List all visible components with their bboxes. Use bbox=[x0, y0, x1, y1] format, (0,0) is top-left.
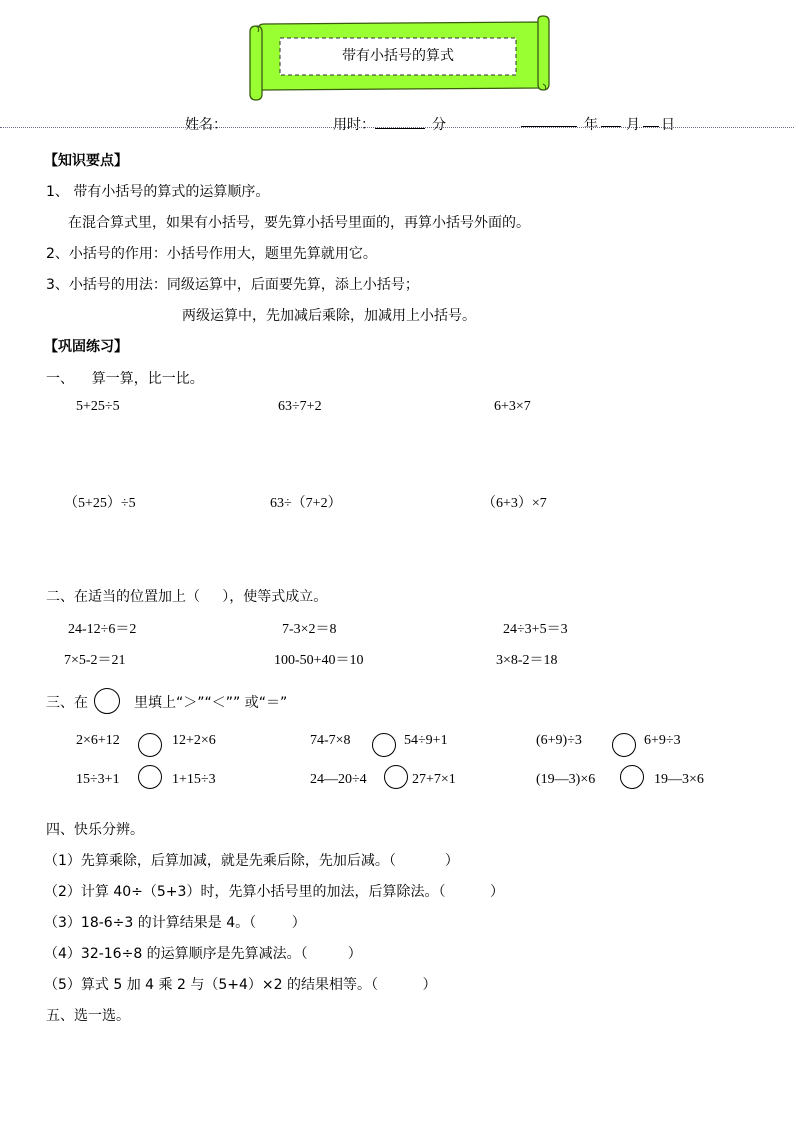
s2-equation: 7×5-2＝21 bbox=[64, 653, 126, 668]
s3-right-expression: 12+2×6 bbox=[172, 733, 216, 748]
knowledge-heading: 【知识要点】 bbox=[44, 153, 128, 169]
answer-circle[interactable] bbox=[372, 733, 396, 757]
answer-circle[interactable] bbox=[138, 765, 162, 789]
judge-item-3: （3）18-6÷3 的计算结果是 4。（ ） bbox=[44, 915, 306, 931]
s3-right-expression: 19—3×6 bbox=[654, 772, 704, 787]
knowledge-point-3-detail: 两级运算中，先加减后乘除，加减用上小括号。 bbox=[182, 308, 476, 324]
knowledge-point-2: 2、小括号的作用：小括号作用大，题里先算就用它。 bbox=[46, 246, 377, 262]
header-divider bbox=[0, 127, 794, 128]
answer-circle[interactable] bbox=[384, 765, 408, 789]
s3-left-expression: (19—3)×6 bbox=[536, 772, 596, 787]
practice-heading: 【巩固练习】 bbox=[44, 339, 128, 355]
section-4-title: 四、快乐分辨。 bbox=[46, 822, 144, 838]
date-year-blank bbox=[521, 114, 577, 131]
s3-right-expression: 54÷9+1 bbox=[404, 733, 448, 748]
s2-equation: 100-50+40＝10 bbox=[274, 653, 364, 668]
judge-item-1: （1）先算乘除，后算加减，就是先乘后除，先加后减。（ ） bbox=[44, 853, 459, 869]
s3-left-expression: 24—20÷4 bbox=[310, 772, 367, 787]
s2-equation: 24÷3+5＝3 bbox=[503, 622, 568, 637]
time-unit: 分 bbox=[432, 117, 446, 133]
section-3-title-a: 三、在 bbox=[46, 695, 88, 711]
s3-left-expression: (6+9)÷3 bbox=[536, 733, 582, 748]
knowledge-point-1-detail: 在混合算式里，如果有小括号，要先算小括号里面的，再算小括号外面的。 bbox=[68, 215, 530, 231]
s1-expression: 63÷7+2 bbox=[278, 399, 322, 414]
date-month: 月 bbox=[626, 117, 640, 133]
s3-left-expression: 74-7×8 bbox=[310, 733, 351, 748]
knowledge-point-3: 3、小括号的用法：同级运算中，后面要先算，添上小括号； bbox=[46, 277, 419, 293]
s3-right-expression: 6+9÷3 bbox=[644, 733, 681, 748]
answer-circle[interactable] bbox=[138, 733, 162, 757]
date-day: 日 bbox=[661, 117, 675, 133]
time-label-text: 用时： bbox=[333, 117, 375, 133]
page-title: 带有小括号的算式 bbox=[342, 48, 454, 64]
s2-equation: 24-12÷6＝2 bbox=[68, 622, 137, 637]
judge-item-4: （4）32-16÷8 的运算顺序是先算减法。（ ） bbox=[44, 946, 362, 962]
section-2-title: 二、在适当的位置加上（ ），使等式成立。 bbox=[46, 589, 328, 605]
answer-circle[interactable] bbox=[612, 733, 636, 757]
s3-right-expression: 1+15÷3 bbox=[172, 772, 216, 787]
s2-equation: 7-3×2＝8 bbox=[282, 622, 337, 637]
time-label bbox=[333, 114, 425, 134]
s1-expression: 63÷（7+2） bbox=[270, 496, 342, 511]
s2-equation: 3×8-2＝18 bbox=[496, 653, 558, 668]
date-month-blank bbox=[601, 114, 621, 131]
s1-expression: （6+3）×7 bbox=[482, 496, 547, 511]
s3-left-expression: 2×6+12 bbox=[76, 733, 120, 748]
answer-circle[interactable] bbox=[620, 765, 644, 789]
date-day-blank bbox=[643, 114, 659, 131]
section-3-title-b: 里填上“＞”“＜”” 或“＝” bbox=[134, 695, 288, 711]
name-label: 姓名： bbox=[185, 117, 227, 133]
s1-expression: 6+3×7 bbox=[494, 399, 531, 414]
section-5-title: 五、选一选。 bbox=[46, 1008, 130, 1024]
compare-circle-icon bbox=[94, 688, 120, 714]
section-1-title: 一、 算一算，比一比。 bbox=[46, 371, 204, 387]
s3-left-expression: 15÷3+1 bbox=[76, 772, 120, 787]
knowledge-point-1: 1、 带有小括号的算式的运算顺序。 bbox=[46, 184, 270, 200]
date-year: 年 bbox=[584, 117, 598, 133]
judge-item-2: （2）计算 40÷（5+3）时，先算小括号里的加法，后算除法。（ ） bbox=[44, 884, 504, 900]
s1-expression: （5+25）÷5 bbox=[64, 496, 136, 511]
s1-expression: 5+25÷5 bbox=[76, 399, 120, 414]
s3-right-expression: 27+7×1 bbox=[412, 772, 456, 787]
judge-item-5: （5）算式 5 加 4 乘 2 与（5+4）×2 的结果相等。（ ） bbox=[44, 977, 437, 993]
